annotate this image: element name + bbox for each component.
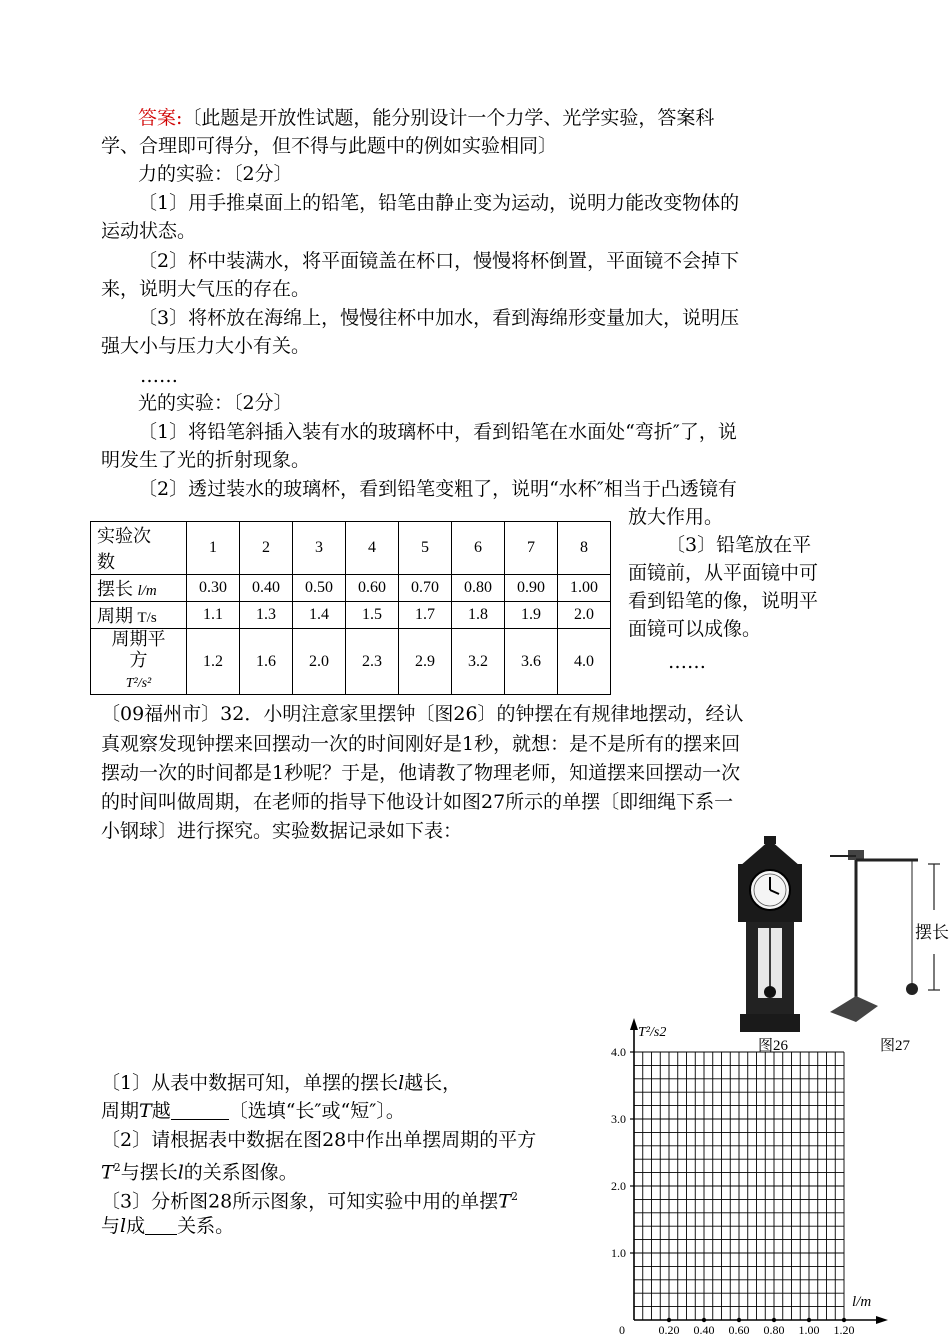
- light-2a: 〔2〕透过装水的玻璃杯，看到铅笔变粗了，说明“水杯″相当于凸透镜有: [138, 478, 737, 500]
- pendulum-stand-figure: [826, 846, 950, 1026]
- x-tick-dot: [667, 1318, 671, 1322]
- table-cell: 3: [293, 522, 346, 575]
- answer-line-2: 学、合理即可得分，但不得与此题中的例如实验相同〕: [101, 135, 558, 157]
- table-cell: 0.30: [187, 575, 240, 602]
- x-tick-dot: [842, 1318, 846, 1322]
- table-row: [91, 575, 611, 602]
- pendulum-length-label: 摆长: [915, 923, 949, 943]
- table-row: [91, 522, 611, 575]
- answer-label: 答案:: [138, 107, 183, 129]
- problem-line-1: 〔09福州市〕32．小明注意家里摆钟〔图26〕的钟摆在有规律地摆动，经认: [101, 703, 744, 725]
- y-axis-label: T²/s2: [638, 1025, 667, 1040]
- table-cell: 7: [505, 522, 558, 575]
- table-cell: 0.70: [399, 575, 452, 602]
- x-tick-dot: [737, 1318, 741, 1322]
- light-3a: 〔3〕铅笔放在平: [666, 534, 812, 556]
- table-cell: 0.50: [293, 575, 346, 602]
- table-cell: 1.3: [240, 602, 293, 629]
- answer-line-1: 答案:〔此题是开放性试题，能分别设计一个力学、光学实验，答案科: [138, 107, 715, 129]
- origin-label: 0: [619, 1323, 625, 1337]
- table-cell: 1.1: [187, 602, 240, 629]
- y-tick-label: 1.0: [611, 1246, 626, 1260]
- y-tick-label: 2.0: [611, 1179, 626, 1193]
- table-cell: 1: [187, 522, 240, 575]
- x-axis-label: l/m: [852, 1294, 872, 1310]
- table-cell: 4: [346, 522, 399, 575]
- y-tick-label: 3.0: [611, 1112, 626, 1126]
- ellipsis-2: ……: [668, 651, 706, 673]
- table-cell: 1.6: [240, 629, 293, 695]
- problem-line-5: 小钢球〕进行探究。实验数据记录如下表：: [101, 820, 463, 842]
- question-3b: 与l成 关系。: [101, 1215, 235, 1237]
- ellipsis-1: ……: [140, 365, 178, 387]
- header-period-squared: 周期平 方 T²/s²: [91, 629, 187, 695]
- header-length: 摆长 l/m: [91, 575, 187, 602]
- x-tick-dot: [772, 1318, 776, 1322]
- light-1b: 明发生了光的折射现象。: [101, 449, 311, 471]
- table-cell: 1.7: [399, 602, 452, 629]
- table-cell: 0.90: [505, 575, 558, 602]
- header-period: 周期 T/s: [91, 602, 187, 629]
- table-cell: 3.2: [452, 629, 505, 695]
- question-2b: $T^2$与摆长l的关系图像。: [101, 1161, 298, 1184]
- light-3d: 面镜可以成像。: [628, 618, 762, 640]
- force-2a: 〔2〕杯中装满水，将平面镜盖在杯口，慢慢将杯倒置，平面镜不会掉下: [138, 250, 740, 272]
- y-tick-label: 4.0: [611, 1045, 626, 1059]
- table-cell: 1.00: [558, 575, 611, 602]
- x-tick-label: 0.80: [763, 1323, 785, 1337]
- force-title: 力的实验：〔2分〕: [138, 163, 293, 185]
- table-row: [91, 629, 611, 695]
- light-2b: 放大作用。: [628, 506, 724, 528]
- graph-grid[interactable]: [596, 1016, 896, 1342]
- table-cell: 1.2: [187, 629, 240, 695]
- fig27-caption: 图27: [880, 1038, 911, 1054]
- table-cell: 0.80: [452, 575, 505, 602]
- table-cell: 3.6: [505, 629, 558, 695]
- x-tick-label: 0.40: [693, 1323, 715, 1337]
- answer-blank-1[interactable]: [171, 1099, 229, 1120]
- light-1a: 〔1〕将铅笔斜插入装有水的玻璃杯中，看到铅笔在水面处“弯折″了，说: [138, 421, 737, 443]
- grandfather-clock-figure: [734, 836, 806, 1034]
- table-cell: 6: [452, 522, 505, 575]
- force-3a: 〔3〕将杯放在海绵上，慢慢往杯中加水，看到海绵形变量加大，说明压: [138, 307, 740, 329]
- problem-line-2: 真观察发现钟摆来回摆动一次的时间刚好是1秒，就想：是不是所有的摆来回: [101, 733, 741, 755]
- table-cell: 2.9: [399, 629, 452, 695]
- light-3b: 面镜前，从平面镜中可: [628, 562, 819, 584]
- table-cell: 4.0: [558, 629, 611, 695]
- x-axis-arrow: [876, 1316, 888, 1324]
- force-2b: 来，说明大气压的存在。: [101, 278, 311, 300]
- x-tick-dot: [807, 1318, 811, 1322]
- table-cell: 1.9: [505, 602, 558, 629]
- table-cell: 1.4: [293, 602, 346, 629]
- answer-blank-2[interactable]: [145, 1214, 177, 1235]
- header-trial: 实验次 数: [91, 522, 187, 575]
- x-tick-dot: [702, 1318, 706, 1322]
- question-1b: 周期T越 〔选填“长″或“短″〕。: [101, 1100, 405, 1122]
- table-row: [91, 602, 611, 629]
- problem-line-4: 的时间叫做周期，在老师的指导下他设计如图27所示的单摆〔即细绳下系一: [101, 791, 734, 813]
- table-cell: 1.8: [452, 602, 505, 629]
- table-cell: 0.40: [240, 575, 293, 602]
- y-axis-arrow: [630, 1018, 638, 1030]
- x-tick-label: 1.00: [798, 1323, 820, 1337]
- pendulum-bob: [906, 983, 918, 995]
- table-cell: 1.5: [346, 602, 399, 629]
- table-cell: 8: [558, 522, 611, 575]
- data-table: [90, 521, 611, 695]
- x-tick-label: 0.60: [728, 1323, 750, 1337]
- force-1a: 〔1〕用手推桌面上的铅笔，铅笔由静止变为运动，说明力能改变物体的: [138, 192, 740, 214]
- table-cell: 5: [399, 522, 452, 575]
- light-title: 光的实验：〔2分〕: [138, 392, 293, 414]
- force-1b: 运动状态。: [101, 220, 197, 242]
- problem-line-3: 摆动一次的时间都是1秒呢？于是，他请教了物理老师，知道摆来回摆动一次: [101, 762, 741, 784]
- clock-pendulum-bob: [764, 986, 776, 998]
- table-cell: 2.3: [346, 629, 399, 695]
- table-cell: 0.60: [346, 575, 399, 602]
- table-cell: 2: [240, 522, 293, 575]
- question-1a: 〔1〕从表中数据可知，单摆的摆长l越长，: [101, 1072, 462, 1094]
- x-tick-label: 0.20: [658, 1323, 680, 1337]
- question-3a: 〔3〕分析图28所示图象，可知实验中用的单摆$T^2$: [101, 1190, 518, 1213]
- question-2a: 〔2〕请根据表中数据在图28中作出单摆周期的平方: [101, 1129, 537, 1151]
- force-3b: 强大小与压力大小有关。: [101, 335, 311, 357]
- table-cell: 2.0: [293, 629, 346, 695]
- light-3c: 看到铅笔的像，说明平: [628, 590, 819, 612]
- fig26-caption: 图26: [758, 1038, 789, 1054]
- x-tick-label: 1.20: [833, 1323, 855, 1337]
- table-cell: 2.0: [558, 602, 611, 629]
